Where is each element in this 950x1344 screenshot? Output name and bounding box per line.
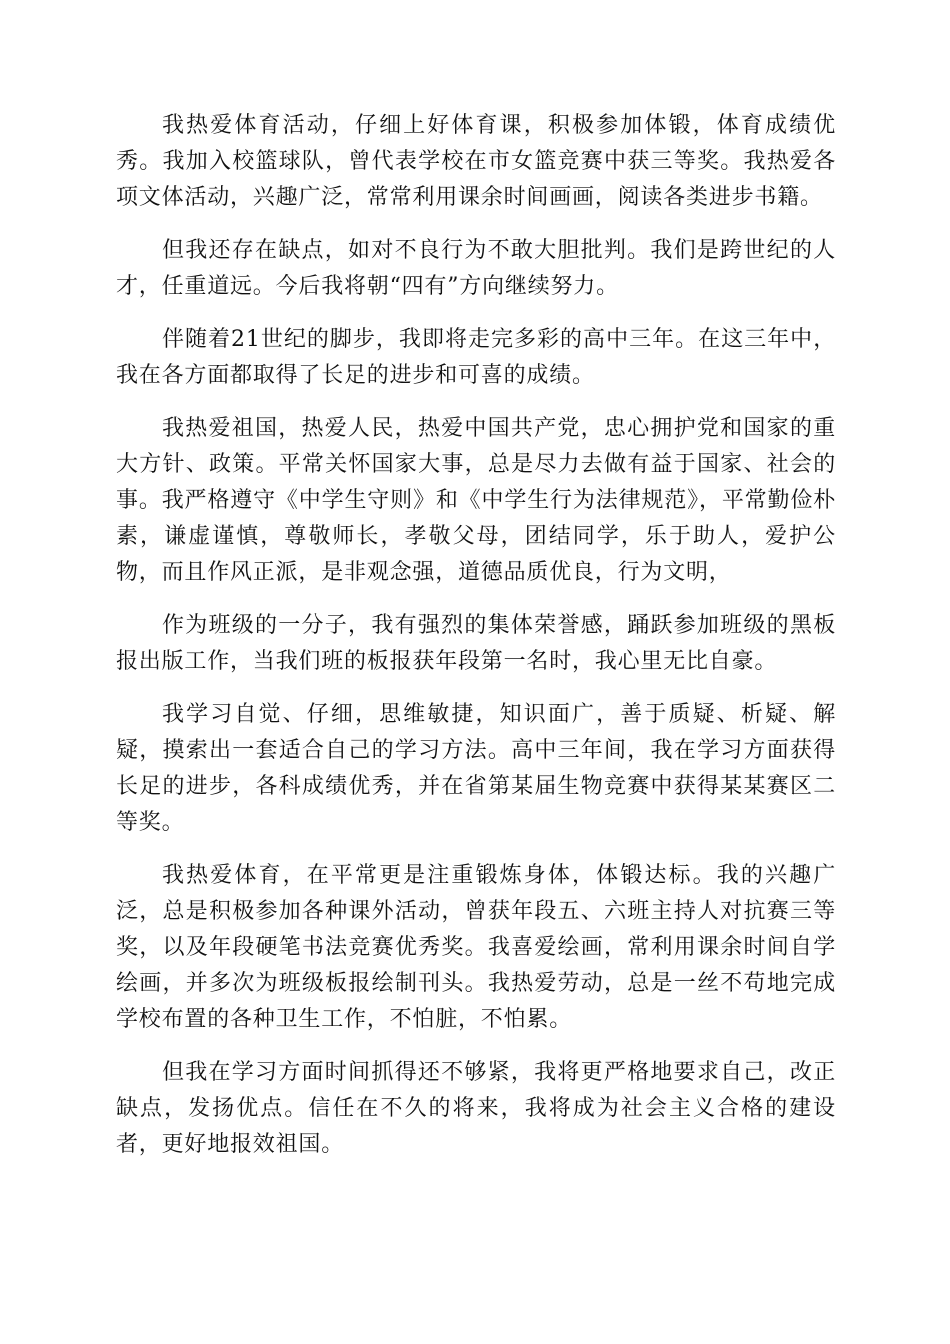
paragraph-6: 我学习自觉、仔细，思维敏捷，知识面广，善于质疑、析疑、解疑，摸索出一套适合自己的学习方法。高中三年间，我在学习方面获得长足的进步，各科成绩优秀，并在省第某届生物竞赛中获得某某赛区二等奖。	[116, 702, 836, 835]
paragraph-2: 但我还存在缺点，如对不良行为不敢大胆批判。我们是跨世纪的人才，任重道远。今后我将朝“四有”方向继续努力。	[116, 238, 836, 299]
paragraph-7: 我热爱体育，在平常更是注重锻炼身体，体锻达标。我的兴趣广泛，总是积极参加各种课外活动，曾获年段五、六班主持人对抗赛三等奖，以及年段硬笔书法竞赛优秀奖。我喜爱绘画，常利用课余时间自学绘画，并多次为班级板报绘制刊头。我热爱劳动，总是一丝不苟地完成学校布置的各种卫生工作，不怕脏，不怕累。	[116, 863, 836, 1032]
paragraph-8: 但我在学习方面时间抓得还不够紧，我将更严格地要求自己，改正缺点，发扬优点。信任在不久的将来，我将成为社会主义合格的建设者，更好地报效祖国。	[116, 1060, 836, 1157]
paragraph-5: 作为班级的一分子，我有强烈的集体荣誉感，踊跃参加班级的黑板报出版工作，当我们班的板报获年段第一名时，我心里无比自豪。	[116, 613, 836, 674]
paragraph-3: 伴随着21世纪的脚步，我即将走完多彩的高中三年。在这三年中，我在各方面都取得了长足的进步和可喜的成绩。	[116, 327, 836, 388]
paragraph-4: 我热爱祖国，热爱人民，热爱中国共产党，忠心拥护党和国家的重大方针、政策。平常关怀国家大事，总是尽力去做有益于国家、社会的事。我严格遵守《中学生守则》和《中学生行为法律规范》，平常勤俭朴素，谦虚谨慎，尊敬师长，孝敬父母，团结同学，乐于助人，爱护公物，而且作风正派，是非观念强，道德品质优良，行为文明，	[116, 416, 836, 585]
paragraph-1: 我热爱体育活动，仔细上好体育课，积极参加体锻，体育成绩优秀。我加入校篮球队，曾代表学校在市女篮竞赛中获三等奖。我热爱各项文体活动，兴趣广泛，常常利用课余时间画画，阅读各类进步书籍。	[116, 113, 836, 210]
document-body	[116, 108, 836, 1180]
